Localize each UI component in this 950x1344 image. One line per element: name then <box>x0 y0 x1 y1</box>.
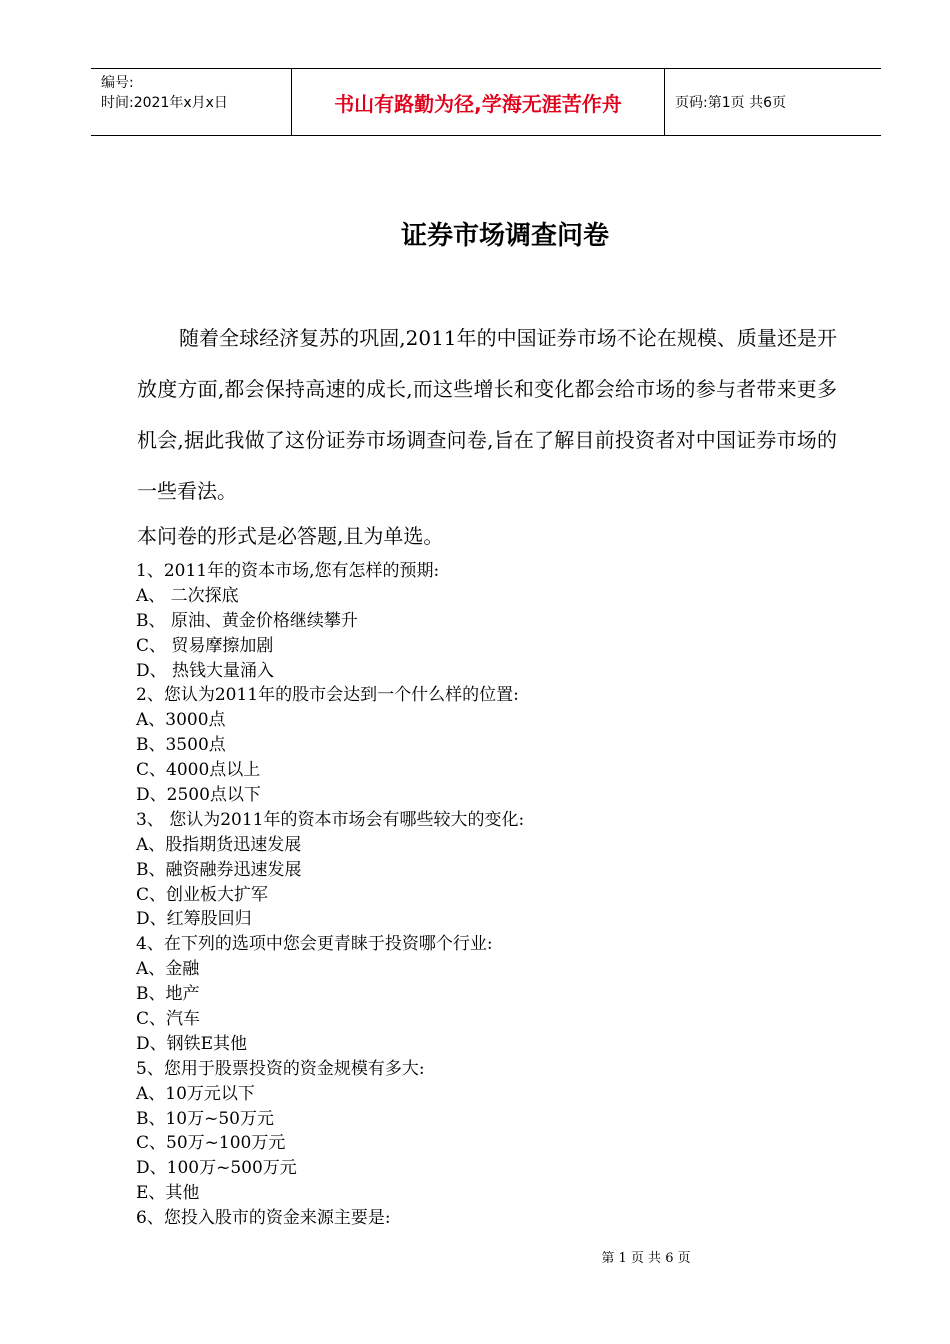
option-line: D、2500点以下 <box>136 785 261 806</box>
option-line: C、汽车 <box>136 1009 201 1030</box>
option-line: B、 原油、黄金价格继续攀升 <box>136 610 358 631</box>
question-line: 4、在下列的选项中您会更青睐于投资哪个行业: <box>136 934 493 955</box>
question-line: 5、您用于股票投资的资金规模有多大: <box>136 1058 425 1079</box>
option-line: C、 贸易摩擦加剧 <box>136 635 274 656</box>
option-line: A、3000点 <box>136 710 226 731</box>
option-line: A、10万元以下 <box>136 1083 255 1104</box>
option-line: C、4000点以上 <box>136 760 261 781</box>
option-line: A、金融 <box>136 959 200 980</box>
page-footer: 第 1 页 共 6 页 <box>601 1251 691 1266</box>
intro-paragraph: 随着全球经济复苏的巩固,2011年的中国证券市场不论在规模、质量还是开放度方面,都会保持高速的成长,而这些增长和变化都会给市场的参与者带来更多机会,据此我做了这份证券市场调查问卷,旨在了解目前投资者对中国证券市场的一些看法。 <box>137 326 837 503</box>
header-motto: 书山有路勤为径,学海无涯苦作舟 <box>334 91 622 116</box>
option-line: B、融资融券迅速发展 <box>136 859 302 880</box>
option-line: D、 热钱大量涌入 <box>136 660 275 681</box>
question-list <box>136 559 524 1231</box>
option-line: E、其他 <box>136 1183 200 1204</box>
option-line: C、50万~100万元 <box>136 1133 286 1154</box>
time-label: 时间:2021年x月x日 <box>101 95 228 111</box>
option-line: B、3500点 <box>136 735 226 756</box>
option-line: B、地产 <box>136 984 200 1005</box>
form-note: 本问卷的形式是必答题,且为单选。 <box>137 524 444 548</box>
option-line: B、10万~50万元 <box>136 1108 275 1129</box>
header-page-info: 页码:第1页 共6页 <box>675 95 786 111</box>
question-line: 2、您认为2011年的股市会达到一个什么样的位置: <box>136 685 519 706</box>
option-line: D、钢铁E其他 <box>136 1033 248 1054</box>
option-line: D、红筹股回归 <box>136 909 252 930</box>
option-line: A、股指期货迅速发展 <box>136 834 302 855</box>
number-label: 编号: <box>101 75 134 91</box>
question-line: 1、2011年的资本市场,您有怎样的预期: <box>136 561 440 581</box>
option-line: A、 二次探底 <box>136 585 239 606</box>
document-header <box>91 68 881 136</box>
option-line: D、100万~500万元 <box>136 1158 297 1179</box>
header-motto-cell <box>292 69 665 135</box>
option-line: C、创业板大扩军 <box>136 884 269 905</box>
header-meta <box>91 69 292 135</box>
question-line: 6、您投入股市的资金来源主要是: <box>136 1208 391 1229</box>
question-line: 3、 您认为2011年的资本市场会有哪些较大的变化: <box>136 809 525 830</box>
document-title: 证券市场调查问卷 <box>400 221 609 251</box>
